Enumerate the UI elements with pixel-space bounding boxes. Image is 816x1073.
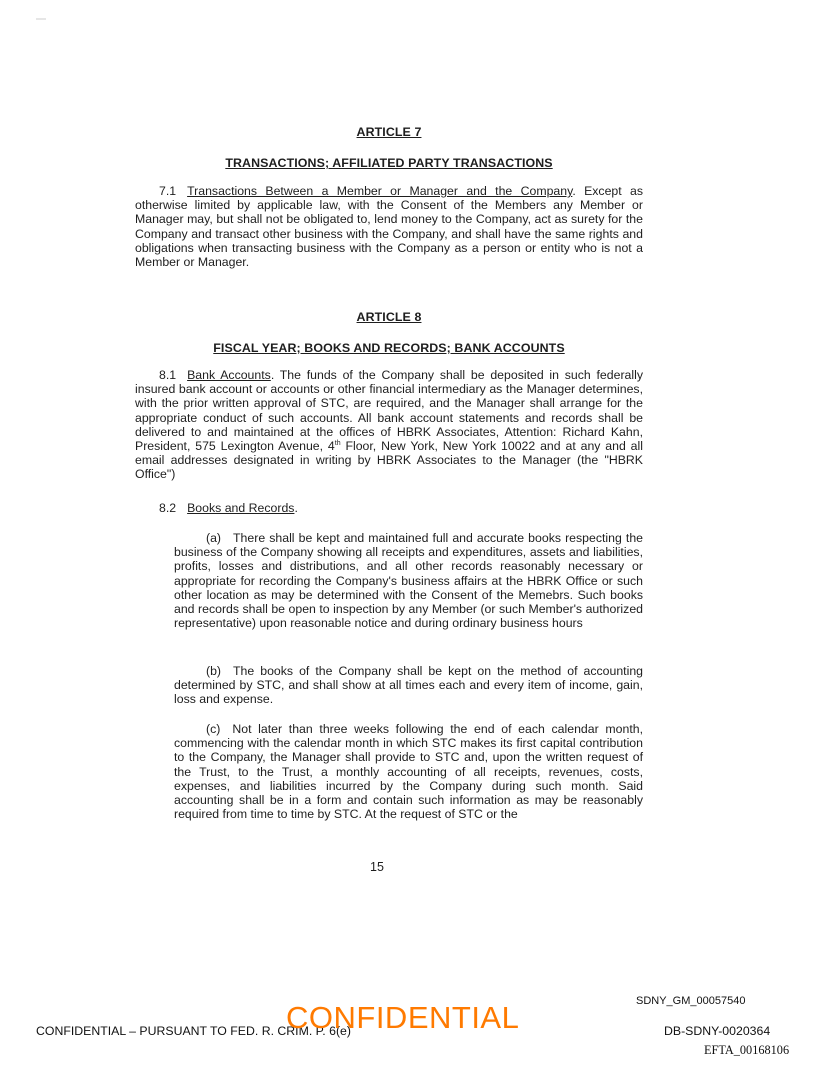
section-number: 7.1 xyxy=(159,184,177,198)
subsection-b xyxy=(174,664,643,707)
section-body-cont: Floor, New York, New York 10022 and at any and all email addresses designated in writing by HBRK Associates to the Manager (the "HBRK Office") xyxy=(135,439,643,482)
section-8-1 xyxy=(135,368,643,482)
section-8-2 xyxy=(135,501,643,515)
article-7-title: TRANSACTIONS; AFFILIATED PARTY TRANSACTIONS xyxy=(225,156,553,170)
confidential-stamp: CONFIDENTIAL xyxy=(286,1000,520,1035)
section-number: 8.2 xyxy=(159,501,177,515)
section-title-period: . xyxy=(294,501,298,515)
footer-confidential-notice: CONFIDENTIAL – PURSUANT TO FED. R. CRIM. P. 6(e) xyxy=(36,1024,351,1038)
article-7-heading: ARTICLE 7 xyxy=(356,125,422,139)
section-number: 8.1 xyxy=(159,368,177,382)
subsection-label: (c) xyxy=(206,722,221,736)
section-body: . Except as otherwise limited by applicable law, with the Consent of the Members any Member or Manager may, but shall not be obligated to, lend money to the Company, act as surety for the Company and transact other business with the Company, and shall have the same rights and obligations when transacting business with the Company as a person or entity who is not a Member or Manager. xyxy=(135,184,643,270)
section-body: . The funds of the Company shall be deposited in such federally insured bank account or accounts or other financial intermediary as the Manager determines, with the prior written approval of STC, are required, and the Manager shall arrange for the appropriate conduct of such accounts. All bank account statements and records shall be delivered to and maintained at the offices of HBRK Associates, Attention: Richard Kahn, President, 575 Lexington Avenue, 4 xyxy=(135,368,643,454)
article-8-title: FISCAL YEAR; BOOKS AND RECORDS; BANK ACCOUNTS xyxy=(213,341,565,355)
subsection-body: Not later than three weeks following the end of each calendar month, commencing with the calendar month in which STC makes its first capital contribution to the Company, the Manager shall provide to STC and, upon the written request of the Trust, to the Trust, a monthly accounting of all receipts, revenues, costs, expenses, and liabilities incurred by the Company during such month. Said accounting shall be in a form and contain such information as may be reasonably required from time to time by STC. At the request of STC or the xyxy=(174,722,643,822)
section-7-1 xyxy=(135,184,643,269)
subsection-label: (a) xyxy=(206,531,222,545)
article-8-heading: ARTICLE 8 xyxy=(356,310,422,324)
scan-speck xyxy=(36,18,46,20)
superscript: th xyxy=(334,439,341,447)
efta-number: EFTA_00168106 xyxy=(704,1043,790,1057)
section-title: Bank Accounts xyxy=(187,368,271,382)
subsection-c xyxy=(174,722,643,821)
section-title: Transactions Between a Member or Manager and the Company xyxy=(187,184,573,198)
page-number: 15 xyxy=(370,860,384,874)
section-title: Books and Records xyxy=(187,501,295,515)
subsection-body: The books of the Company shall be kept on the method of accounting determined by STC, and shall show at all times each and every item of income, gain, loss and expense. xyxy=(174,664,643,707)
subsection-body: There shall be kept and maintained full and accurate books respecting the business of the Company showing all receipts and expenditures, assets and liabilities, profits, losses and distributions, and all other records reasonably necessary or appropriate for recording the Company's business affairs at the HBRK Office or such other location as may be determined with the Consent of the Memebrs. Such books and records shall be open to inspection by any Member (or such Member's authorized representative) upon reasonable notice and during ordinary business hours xyxy=(174,531,643,631)
subsection-a xyxy=(174,531,643,630)
bates-number-db: DB-SDNY-0020364 xyxy=(664,1024,771,1038)
bates-number-gm: SDNY_GM_00057540 xyxy=(636,995,746,1007)
subsection-label: (b) xyxy=(206,664,222,678)
